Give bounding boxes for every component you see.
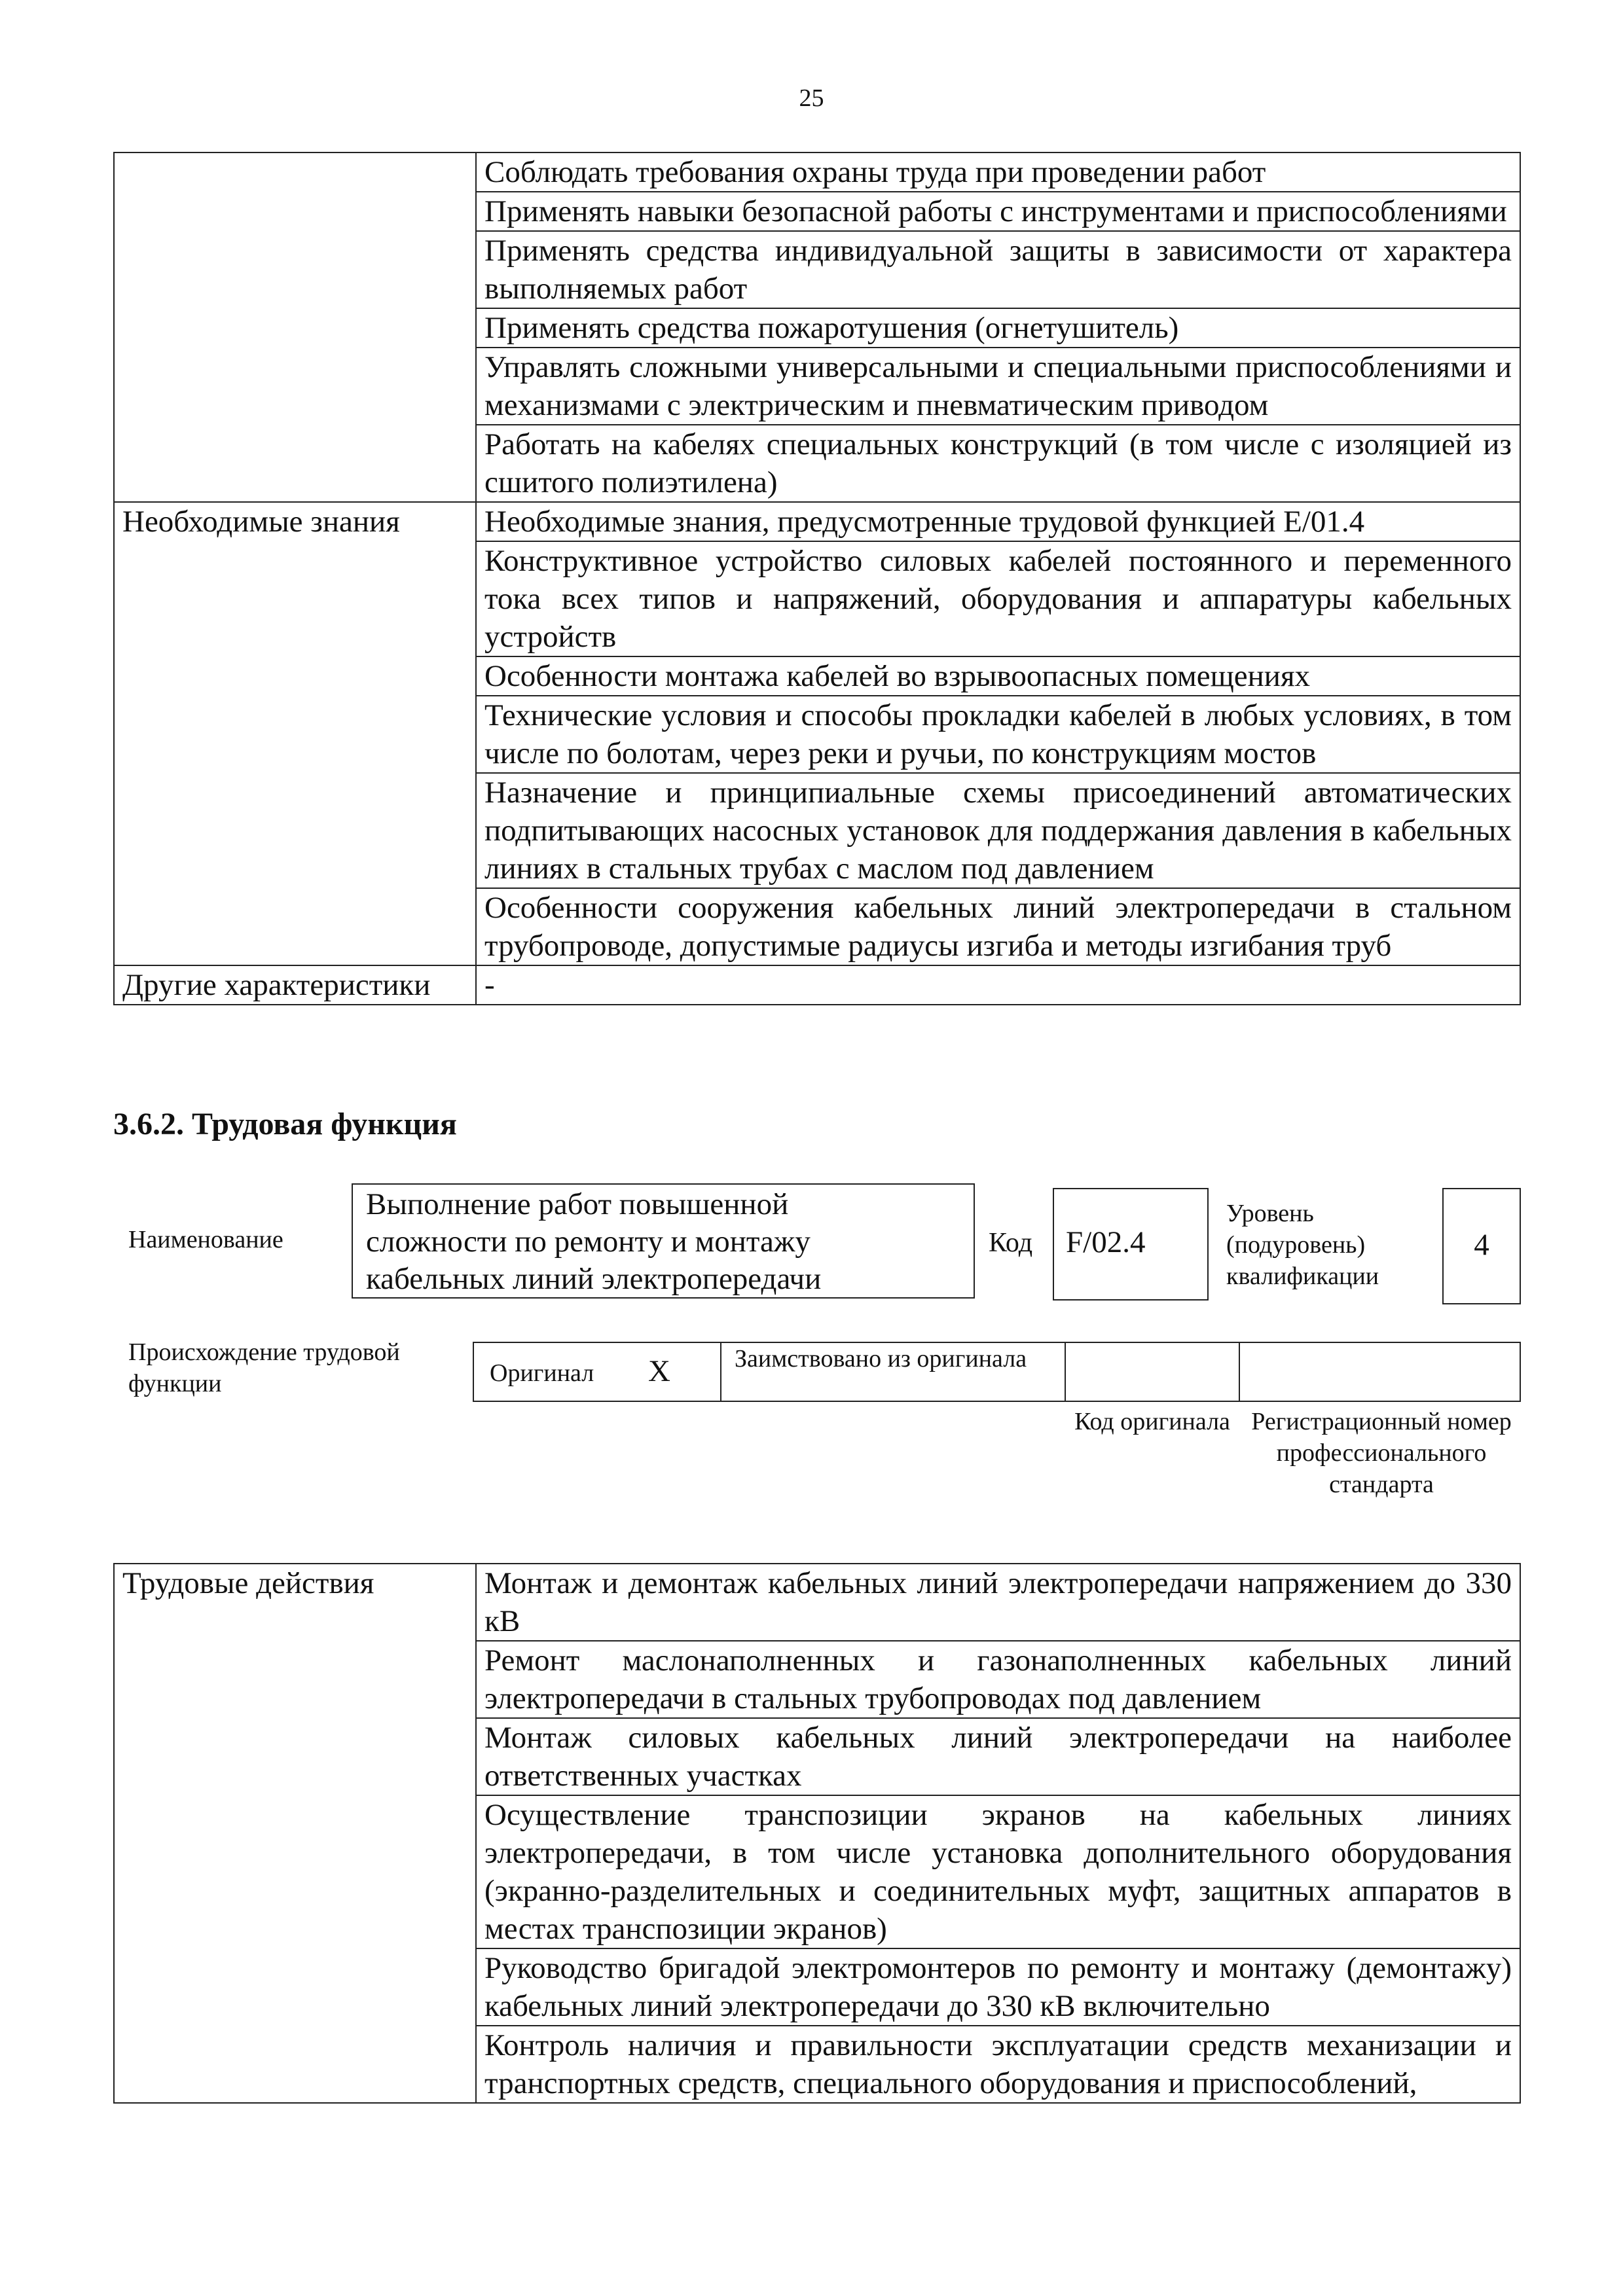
origin-label: Происхождение трудовой функции xyxy=(128,1338,400,1397)
borrowed-label: Заимствовано из оригинала xyxy=(735,1345,1027,1372)
level-value: 4 xyxy=(1474,1228,1489,1262)
skill-item: Соблюдать требования охраны труда при проведении работ xyxy=(476,152,1520,192)
original-mark: X xyxy=(648,1354,670,1388)
code-value-box xyxy=(1053,1188,1209,1300)
skill-item: Применять средства индивидуальной защиты в зависимости от характера выполняемых работ xyxy=(476,231,1520,308)
knowledge-item: Назначение и принципиальные схемы присоединений автоматических подпитывающих насосных установок для поддержания давления в кабельных линиях в стальных трубах с маслом под давлением xyxy=(476,773,1520,888)
labor-actions-table xyxy=(113,1563,1521,2104)
name-value: Выполнение работ повышенной сложности по ремонту и монтажу кабельных линий электропередачи xyxy=(366,1187,822,1296)
code-value: F/02.4 xyxy=(1066,1225,1146,1259)
table-row xyxy=(114,502,1520,541)
action-item: Монтаж и демонтаж кабельных линий электропередачи напряжением до 330 кВ xyxy=(476,1564,1520,1641)
page-number: 25 xyxy=(799,84,824,112)
code-caption: Код оригинала xyxy=(1074,1408,1230,1435)
knowledge-item: Технические условия и способы прокладки кабелей в любых условиях, в том числе по болотам, через реки и ручьи, по конструкциям мостов xyxy=(476,696,1520,773)
name-value-box xyxy=(352,1183,975,1299)
table-row xyxy=(114,1564,1520,1641)
level-value-box xyxy=(1442,1188,1521,1304)
row-label xyxy=(114,152,476,502)
origin-reg-number-cell xyxy=(1239,1342,1521,1402)
action-item: Руководство бригадой электромонтеров по ремонту и монтажу (демонтажу) кабельных линий электропередачи до 330 кВ включительно xyxy=(476,1948,1520,2026)
knowledge-item: Необходимые знания, предусмотренные трудовой функцией E/01.4 xyxy=(476,502,1520,541)
table-row xyxy=(114,965,1520,1005)
knowledge-item: Особенности сооружения кабельных линий электропередачи в стальном трубопроводе, допустимые радиусы изгиба и методы изгибания труб xyxy=(476,888,1520,965)
table-row xyxy=(114,152,1520,192)
name-label: Наименование xyxy=(128,1226,283,1253)
origin-borrowed-cell xyxy=(720,1342,1066,1402)
action-item: Монтаж силовых кабельных линий электропередачи на наиболее ответственных участках xyxy=(476,1718,1520,1795)
skill-item: Работать на кабелях специальных конструкций (в том числе с изоляцией из сшитого полиэтилена) xyxy=(476,425,1520,502)
reg-caption: Регистрационный номер профессионального стандарта xyxy=(1251,1408,1512,1498)
knowledge-item: Особенности монтажа кабелей во взрывоопасных помещениях xyxy=(476,656,1520,696)
row-label-other: Другие характеристики xyxy=(114,965,476,1005)
knowledge-item: Конструктивное устройство силовых кабелей постоянного и переменного тока всех типов и напряжений, оборудования и аппаратуры кабельных устройств xyxy=(476,541,1520,656)
other-item: - xyxy=(476,965,1520,1005)
skill-item: Применять навыки безопасной работы с инструментами и приспособлениями xyxy=(476,192,1520,231)
row-label-knowledge: Необходимые знания xyxy=(114,502,476,965)
level-label: Уровень (подуровень) квалификации xyxy=(1226,1200,1379,1290)
action-item: Ремонт маслонаполненных и газонаполненных кабельных линий электропередачи в стальных трубопроводах под давлением xyxy=(476,1641,1520,1718)
skills-knowledge-table xyxy=(113,152,1521,1005)
code-label: Код xyxy=(989,1228,1033,1258)
skill-item: Управлять сложными универсальными и специальными приспособлениями и механизмами с электрическим и пневматическим приводом xyxy=(476,348,1520,425)
section-heading: 3.6.2. Трудовая функция xyxy=(113,1107,457,1141)
row-label-actions: Трудовые действия xyxy=(114,1564,476,2103)
action-item: Осуществление транспозиции экранов на кабельных линиях электропередачи, в том числе установка дополнительного оборудования (экранно-разделительных и соединительных муфт, защитных аппаратов в местах транспозиции экранов) xyxy=(476,1795,1520,1948)
original-label: Оригинал xyxy=(490,1359,594,1387)
action-item: Контроль наличия и правильности эксплуатации средств механизации и транспортных средств, специального оборудования и приспособлений, xyxy=(476,2026,1520,2103)
origin-original-cell xyxy=(473,1342,721,1402)
origin-code-cell xyxy=(1065,1342,1240,1402)
skill-item: Применять средства пожаротушения (огнетушитель) xyxy=(476,308,1520,348)
